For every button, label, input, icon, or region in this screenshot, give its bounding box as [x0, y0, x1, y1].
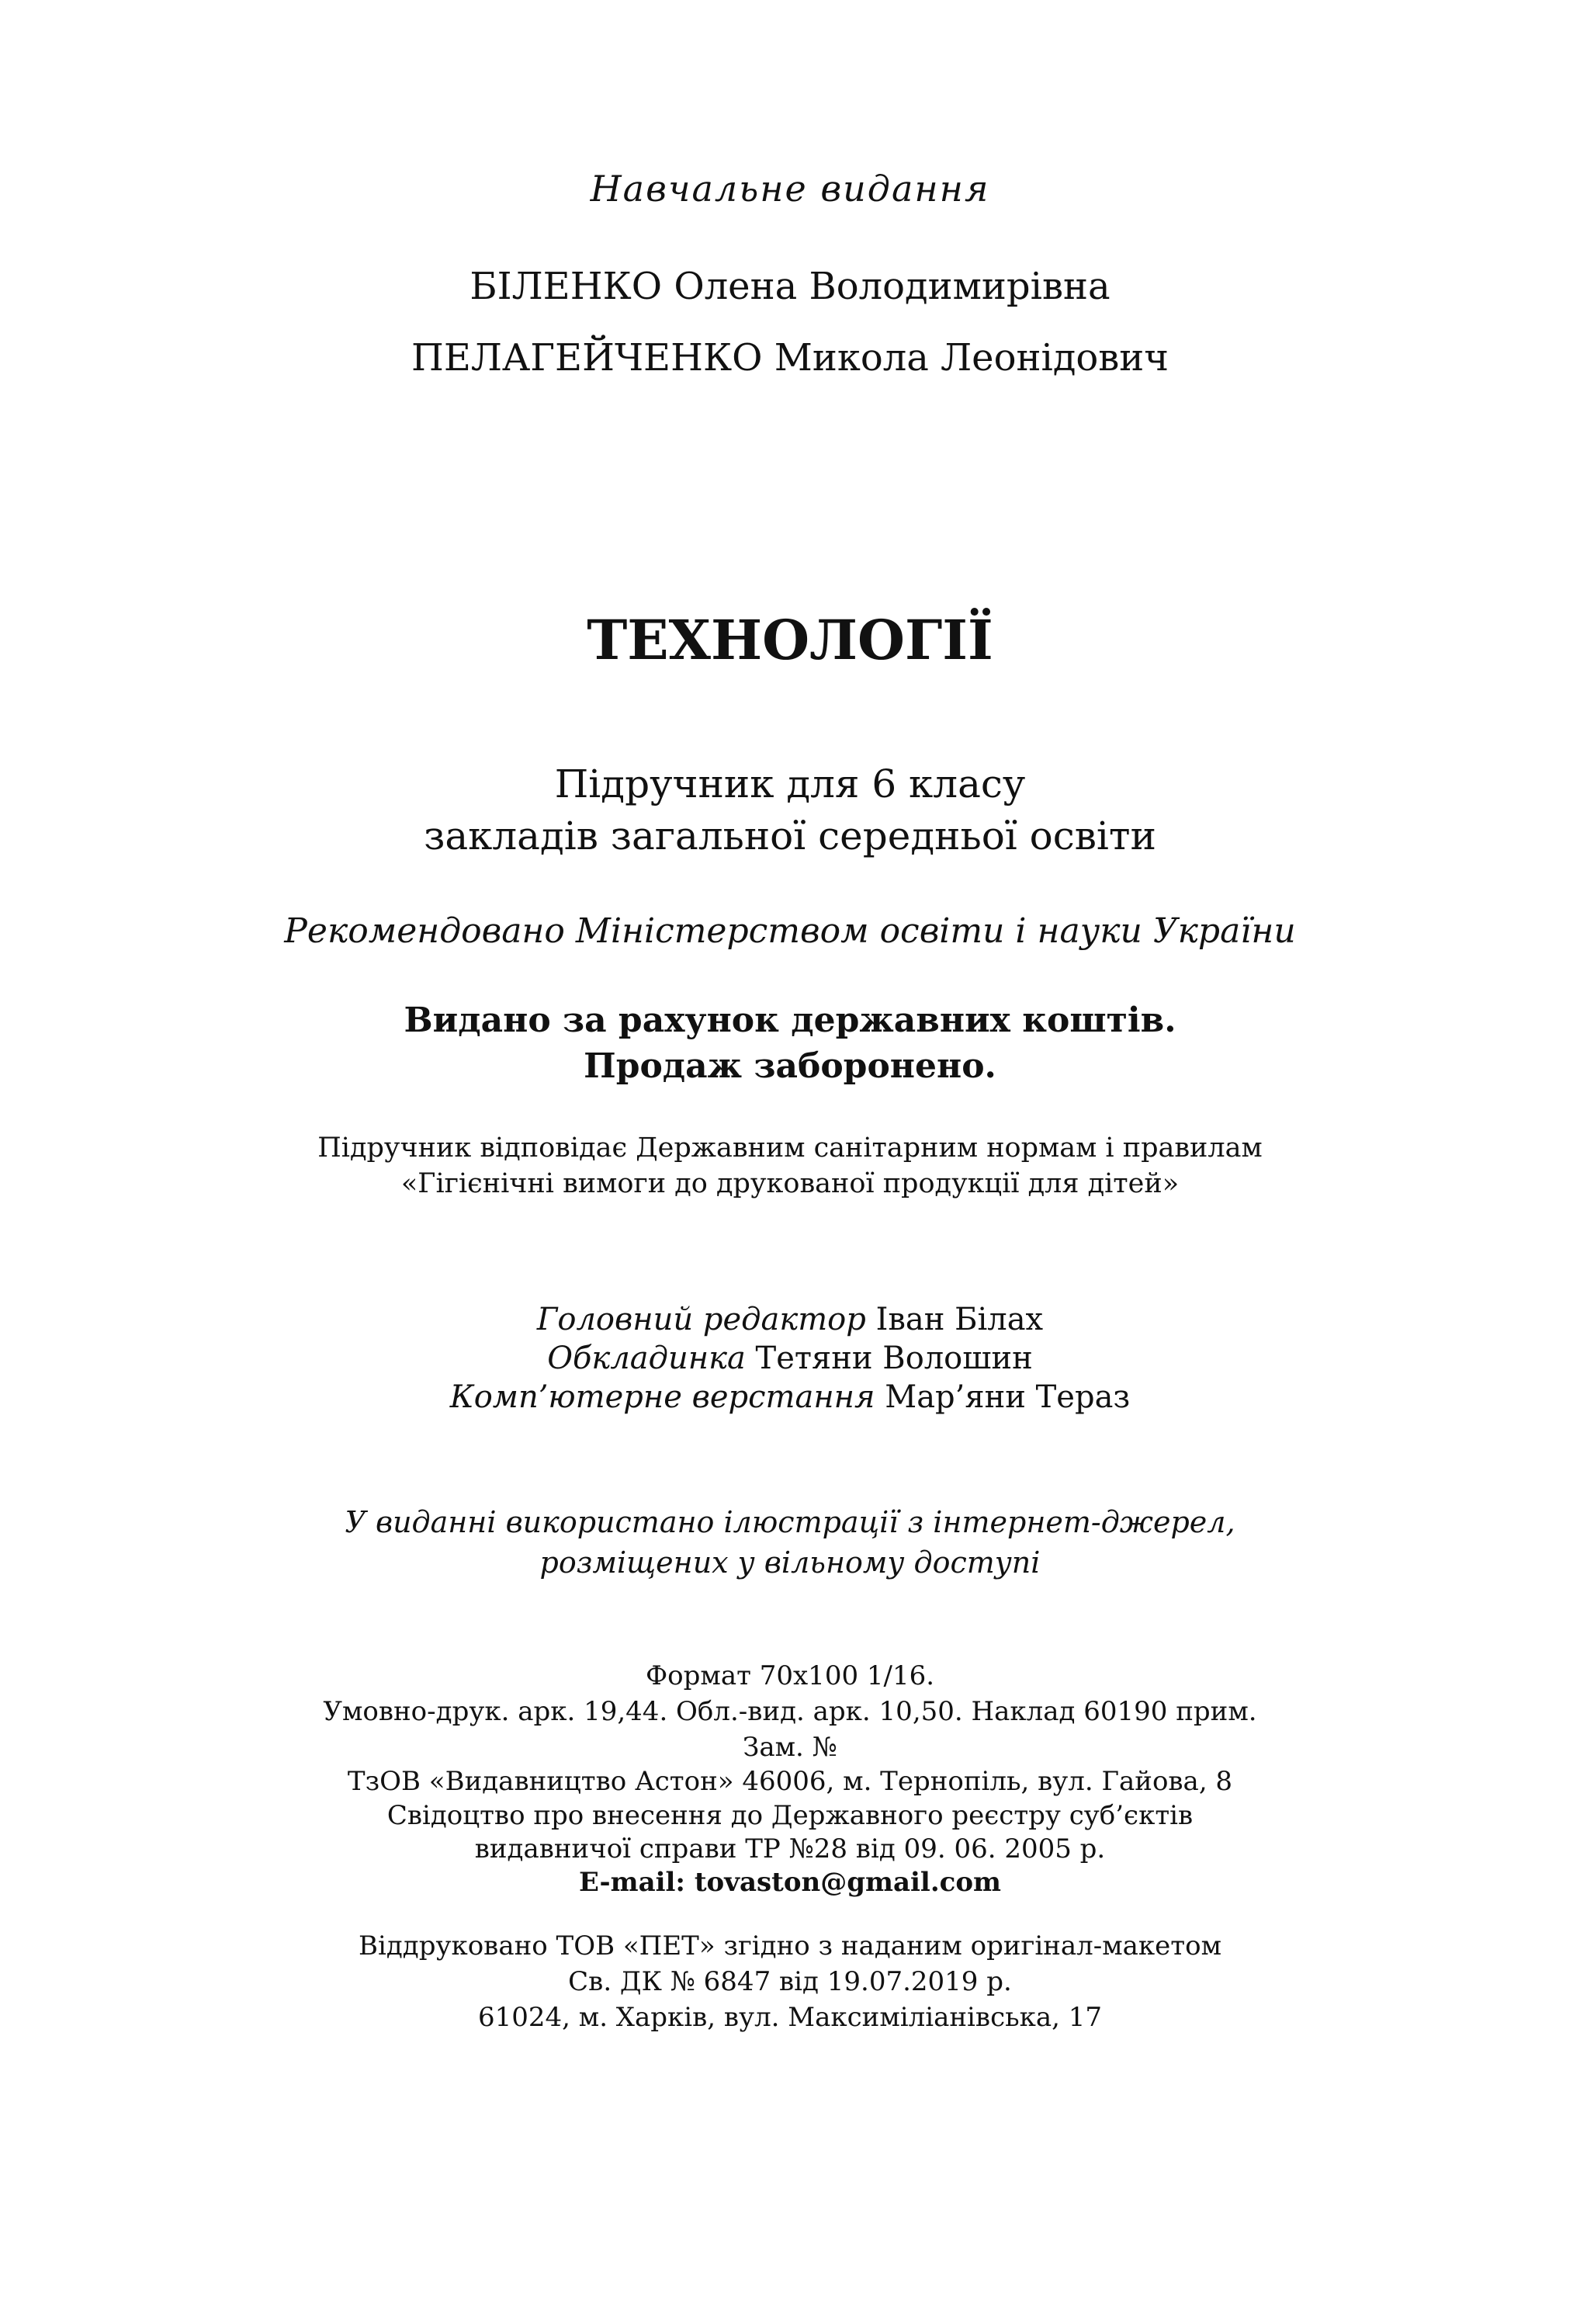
credit-layout — [0, 1379, 1580, 1415]
publication-certificate-2: видавничої справи ТР №28 від 09. 06. 2005 р. — [474, 1833, 1106, 1864]
publication-certificate-1: Свідоцтво про внесення до Державного реєстру суб’єктів — [386, 1800, 1194, 1831]
printing-line-2: Св. ДК № 6847 від 19.07.2019 р. — [568, 1966, 1012, 1997]
credit-cover-role: Обкладинка — [547, 1341, 746, 1376]
credit-editor — [0, 1304, 1580, 1335]
subtitle-line-1: Підручник для 6 класу — [554, 761, 1026, 806]
publication-format: Формат 70х100 1/16. — [645, 1660, 935, 1691]
recommendation: Рекомендовано Міністерством освіти і науки України — [284, 911, 1296, 951]
printing-line-1: Віддруковано ТОВ «ПЕТ» згідно з наданим оригінал-макетом — [358, 1930, 1222, 1962]
illustrations-note-line-1: У виданні використано ілюстрації з інтернет-джерел, — [345, 1505, 1235, 1539]
publication-email: E-mail: tovaston@gmail.com — [578, 1867, 1002, 1898]
credit-layout-name: Мар’яни Тераз — [885, 1379, 1131, 1415]
hygiene-line-1: Підручник відповідає Державним санітарним нормам і правилам — [317, 1133, 1263, 1164]
hygiene-line-2: «Гігієнічні вимоги до друкованої продукції для дітей» — [400, 1168, 1180, 1199]
credit-layout-role: Комп’ютерне верстання — [449, 1379, 875, 1415]
state-funding-line-2: Продаж заборонено. — [584, 1046, 996, 1086]
publication-order: Зам. № — [743, 1732, 837, 1763]
publication-sheets: Умовно-друк. арк. 19,44. Обл.-вид. арк. 10,50. Наклад 60190 прим. — [323, 1696, 1257, 1727]
credit-cover — [0, 1343, 1580, 1374]
state-funding-line-1: Видано за рахунок державних коштів. — [404, 1001, 1176, 1040]
printing-line-3: 61024, м. Харків, вул. Максиміліанівська, 17 — [477, 2002, 1103, 2033]
edition-type: Навчальне видання — [590, 168, 990, 210]
book-title: ТЕХНОЛОГІЇ — [587, 608, 993, 672]
credit-editor-name: Іван Білах — [875, 1302, 1044, 1337]
publication-publisher: ТзОВ «Видавництво Астон» 46006, м. Тернопіль, вул. Гайова, 8 — [347, 1766, 1233, 1797]
author-2: ПЕЛАГЕЙЧЕНКО Микола Леонідович — [411, 336, 1169, 380]
author-1: БІЛЕНКО Олена Володимирівна — [469, 265, 1111, 308]
illustrations-note-line-2: розміщених у вільному доступі — [539, 1545, 1041, 1580]
subtitle-line-2: закладів загальної середньої освіти — [424, 813, 1156, 858]
credit-editor-role: Головний редактор — [536, 1302, 866, 1337]
credit-cover-name: Тетяни Волошин — [755, 1341, 1033, 1376]
